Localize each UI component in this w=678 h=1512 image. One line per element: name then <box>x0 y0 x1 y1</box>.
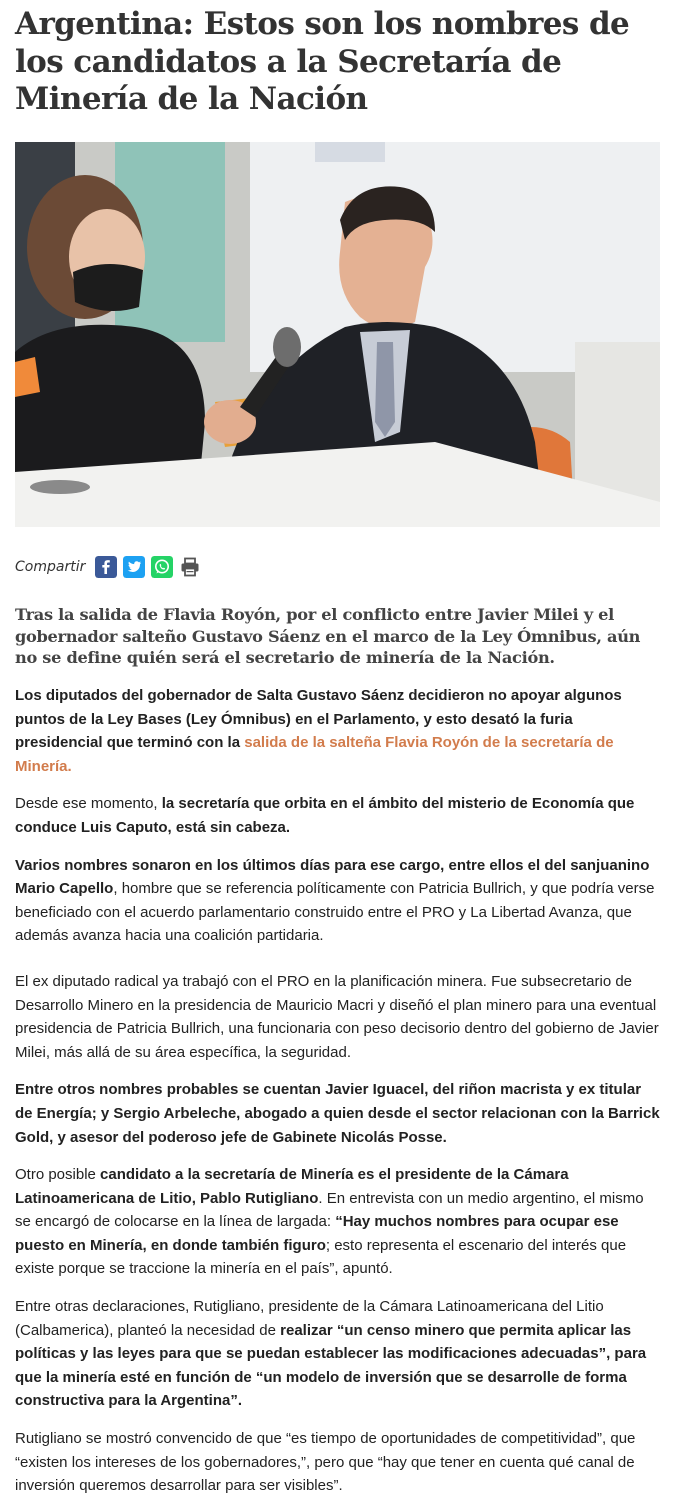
article-link[interactable]: salida de la salteña Flavia Royón de la secretaría de Minería. <box>15 734 614 775</box>
twitter-icon[interactable] <box>123 556 145 578</box>
paragraph: Entre otras declaraciones, Rutigliano, presidente de la Cámara Latinoamericana del Litio (Calbamerica), planteó la necesidad de realizar “un censo minero que permita aplicar las políticas y las leyes para que se puedan establecer las modificaciones adecuadas”, para que la minería esté en función de “un modelo de inversión que se desarrolle de forma constructiva para la Argentina”. <box>15 1298 647 1410</box>
paragraph: Rutigliano se mostró convencido de que “es tiempo de oportunidades de competitividad”, que “existen los intereses de los gobernadores,”, pero que “hay que tener en cuenta qué canal de inversión queremos desarrollar para ser visibles”. <box>15 1430 636 1495</box>
article <box>15 0 660 1495</box>
article-body <box>15 684 660 1512</box>
hero-photo <box>15 142 660 527</box>
facebook-icon[interactable] <box>95 556 117 578</box>
paragraph: Entre otros nombres probables se cuentan Javier Iguacel, del riñon macrista y ex titular de Energía; y Sergio Arbeleche, abogado a quien desde el sector relacionan con la Barrick Gold, y asesor del poderoso jefe de Gabinete Nicolás Posse. <box>15 1081 660 1146</box>
paragraph: Varios nombres sonaron en los últimos días para ese cargo, entre ellos el del sanjuanino Mario Capello, hombre que se referencia políticamente con Patricia Bullrich, y que podría verse beneficiado con el acuerdo parlamentario construido entre el PRO y La Libertad Avanza, que además avanza hacia una coalición partidaria. <box>15 856 655 945</box>
paragraph: Otro posible candidato a la secretaría de Minería es el presidente de la Cámara Latinoamericana de Litio, Pablo Rutigliano. En entrevista con un medio argentino, el mismo se encargó de colocarse en la línea de largada: “Hay muchos nombres para ocupar ese puesto en Minería, en donde también figuro; esto representa el escenario del interés que existe porque se traccione la minería en el país”, apuntó. <box>15 1166 644 1278</box>
share-label: Compartir <box>15 559 86 575</box>
print-icon[interactable] <box>179 556 201 578</box>
article-title: Argentina: Estos son los nombres de los candidatos a la Secretaría de Minería de la Nación <box>15 6 630 117</box>
share-bar <box>15 552 201 582</box>
article-lead: Tras la salida de Flavia Royón, por el conflicto entre Javier Milei y el gobernador salteño Gustavo Sáenz en el marco de la Ley Ómnibus, aún no se define quién será el secretario de minería de la Nación. <box>15 605 641 667</box>
whatsapp-icon[interactable] <box>151 556 173 578</box>
paragraph: El ex diputado radical ya trabajó con el PRO en la planificación minera. Fue subsecretario de Desarrollo Minero en la presidencia de Mauricio Macri y diseñó el plan minero para una eventual presidencia de Patricia Bullrich, una funcionaria con peso decisorio dentro del gobierno de Javier Milei, más allá de su área específica, la seguridad. <box>15 972 659 1061</box>
paragraph: Desde ese momento, la secretaría que orbita en el ámbito del misterio de Economía que conduce Luis Caputo, está sin cabeza. <box>15 795 635 836</box>
paragraph: Los diputados del gobernador de Salta Gustavo Sáenz decidieron no apoyar algunos puntos de la Ley Bases (Ley Ómnibus) en el Parlamento, y esto desató la furia presidencial que terminó con la salida de la salteña Flavia Royón de la secretaría de Minería. <box>15 687 622 775</box>
